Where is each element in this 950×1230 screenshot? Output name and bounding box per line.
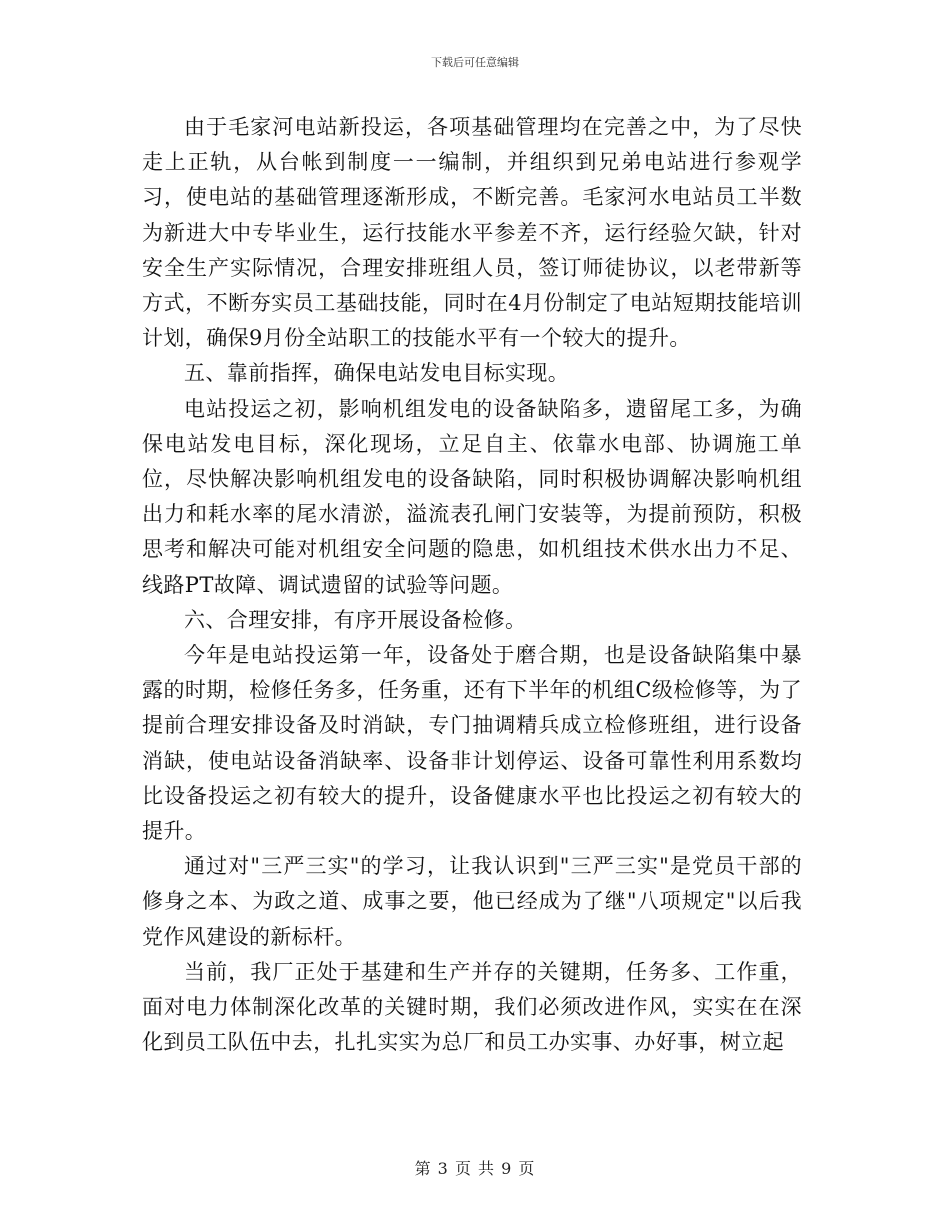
page-header-note: 下载后可任意编辑: [431, 56, 519, 69]
paragraph-power-generation: 电站投运之初，影响机组发电的设备缺陷多，遗留尾工多，为确保电站发电目标，深化现场，立足自主、依靠水电部、协调施工单位，尽快解决影响机组发电的设备缺陷，同时积极协调解决影响机组出力和耗水率的尾水清淤，溢流表孔闸门安装等，为提前预防，积极思考和解决可能对机组安全问题的隐患，如机组技术供水出力不足、线路PT故障、调试遗留的试验等问题。: [142, 396, 802, 597]
document-body: [142, 110, 802, 1060]
paragraph-basic-management: 由于毛家河电站新投运，各项基础管理均在完善之中，为了尽快走上正轨，从台帐到制度一一编制，并组织到兄弟电站进行参观学习，使电站的基础管理逐渐形成，不断完善。毛家河水电站员工半数为新进大中专毕业生，运行技能水平参差不齐，运行经验欠缺，针对安全生产实际情况，合理安排班组人员，签订师徒协议，以老带新等方式，不断夯实员工基础技能，同时在4月份制定了电站短期技能培训计划，确保9月份全站职工的技能水平有一个较大的提升。: [142, 115, 802, 351]
heading-section-five: 五、靠前指挥，确保电站发电目标实现。: [184, 361, 570, 386]
paragraph-equipment-maintenance: 今年是电站投运第一年，设备处于磨合期，也是设备缺陷集中暴露的时期，检修任务多，任务重，还有下半年的机组C级检修等，为了提前合理安排设备及时消缺，专门抽调精兵成立检修班组，进行设备消缺，使电站设备消缺率、设备非计划停运、设备可靠性利用系数均比设备投运之初有较大的提升，设备健康水平也比投运之初有较大的提升。: [142, 643, 802, 844]
page-number-footer: 第 3 页 共 9 页: [414, 1159, 536, 1178]
heading-section-six: 六、合理安排，有序开展设备检修。: [184, 607, 527, 632]
paragraph-current-situation: 当前，我厂正处于基建和生产并存的关键期，任务多、工作重，面对电力体制深化改革的关键时期，我们必须改进作风，实实在在深化到员工队伍中去，扎扎实实为总厂和员工办实事、办好事，树立起: [142, 959, 802, 1055]
paragraph-three-strict: 通过对"三严三实"的学习，让我认识到"三严三实"是党员干部的修身之本、为政之道、成事之要，他已经成为了继"八项规定"以后我党作风建设的新标杆。: [142, 854, 802, 949]
